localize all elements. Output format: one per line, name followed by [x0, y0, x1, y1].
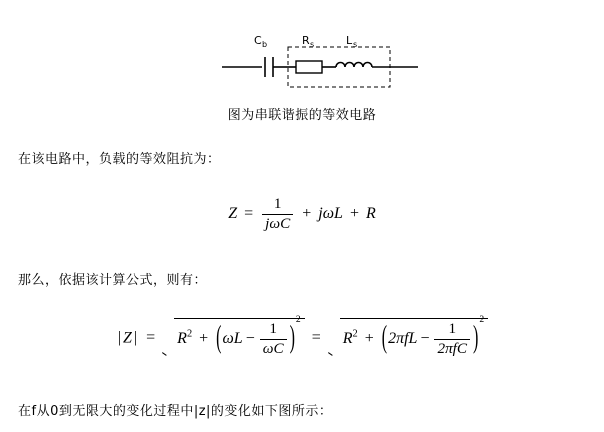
plus-sign-a: +	[199, 329, 209, 347]
paragraph-impedance-intro: 在该电路中，负载的等效阻抗为：	[18, 152, 221, 167]
paragraph-frequency-variation: 在f从0到无限大的变化过程中|z|的变化如下图所示：	[18, 404, 333, 419]
formula-impedance	[0, 196, 604, 232]
exponent-2-paren-a: 2	[295, 314, 301, 326]
equals-sign-2: =	[311, 329, 321, 347]
symbol-R-squared: R	[177, 329, 187, 347]
paren-group-frequency: (2πfL − $\frac{1}{\text{2πfC}}$ )$^2$	[381, 314, 485, 357]
circuit-svg	[0, 20, 604, 92]
paragraph-formula-derivation: 那么，依据该计算公式，则有：	[18, 273, 208, 288]
formula-impedance-magnitude	[0, 314, 604, 359]
fraction-one-over-jwC	[262, 196, 293, 232]
abs-bar-close: |	[133, 329, 138, 347]
fraction-denominator: jωC	[265, 214, 291, 232]
circuit-caption: 图为串联谐振的等效电路	[227, 108, 377, 123]
fraction-one-over-omegaC: $\frac{1}{\omega C}$	[260, 321, 287, 357]
circuit-diagram	[0, 20, 604, 92]
term-omega-L: ωL	[222, 329, 243, 347]
symbol-L: L	[334, 204, 343, 222]
exponent-2-a: 2	[186, 328, 193, 340]
exponent-2-paren-b: 2	[479, 314, 485, 326]
equals-sign: =	[244, 204, 254, 222]
minus-sign-a: −	[245, 329, 255, 347]
plus-sign-1: +	[302, 204, 312, 222]
sqrt-omega-form	[162, 314, 305, 359]
symbol-omega: ω	[322, 204, 335, 222]
symbol-Z: Z	[228, 204, 238, 222]
inductor-label: L	[346, 34, 353, 47]
fraction-one-over-2pifC: $\frac{1}{\text{2πfC}}$	[434, 321, 470, 357]
sqrt-radicand-frequency	[340, 314, 488, 359]
symbol-R: R	[365, 204, 376, 222]
resistor-label: R	[302, 34, 310, 47]
exponent-2-b: 2	[352, 328, 358, 340]
formula-magnitude-expression	[116, 314, 488, 359]
paren-group-omega: (ωL − $\frac{1}{\omega C}$ )$^2$	[216, 314, 301, 357]
symbol-R-squared-b: R	[342, 329, 353, 347]
svg-text:b: b	[262, 40, 268, 49]
formula-impedance-expression	[228, 196, 376, 232]
svg-text:s: s	[353, 40, 358, 49]
sqrt-frequency-form	[328, 314, 488, 359]
plus-sign-2: +	[349, 204, 359, 222]
equals-sign-1: =	[146, 329, 156, 347]
symbol-Z-magnitude: Z	[123, 329, 132, 347]
term-2pifL: 2πfL	[388, 329, 418, 347]
capacitor-label: C	[254, 34, 262, 47]
minus-sign-b: −	[420, 329, 430, 347]
symbol-j: j	[318, 204, 323, 222]
svg-text:s: s	[310, 40, 315, 49]
plus-sign-b: +	[364, 329, 374, 347]
sqrt-radicand-omega	[174, 314, 305, 359]
abs-bar-open: |	[117, 329, 122, 347]
fraction-numerator: 1	[262, 196, 293, 215]
